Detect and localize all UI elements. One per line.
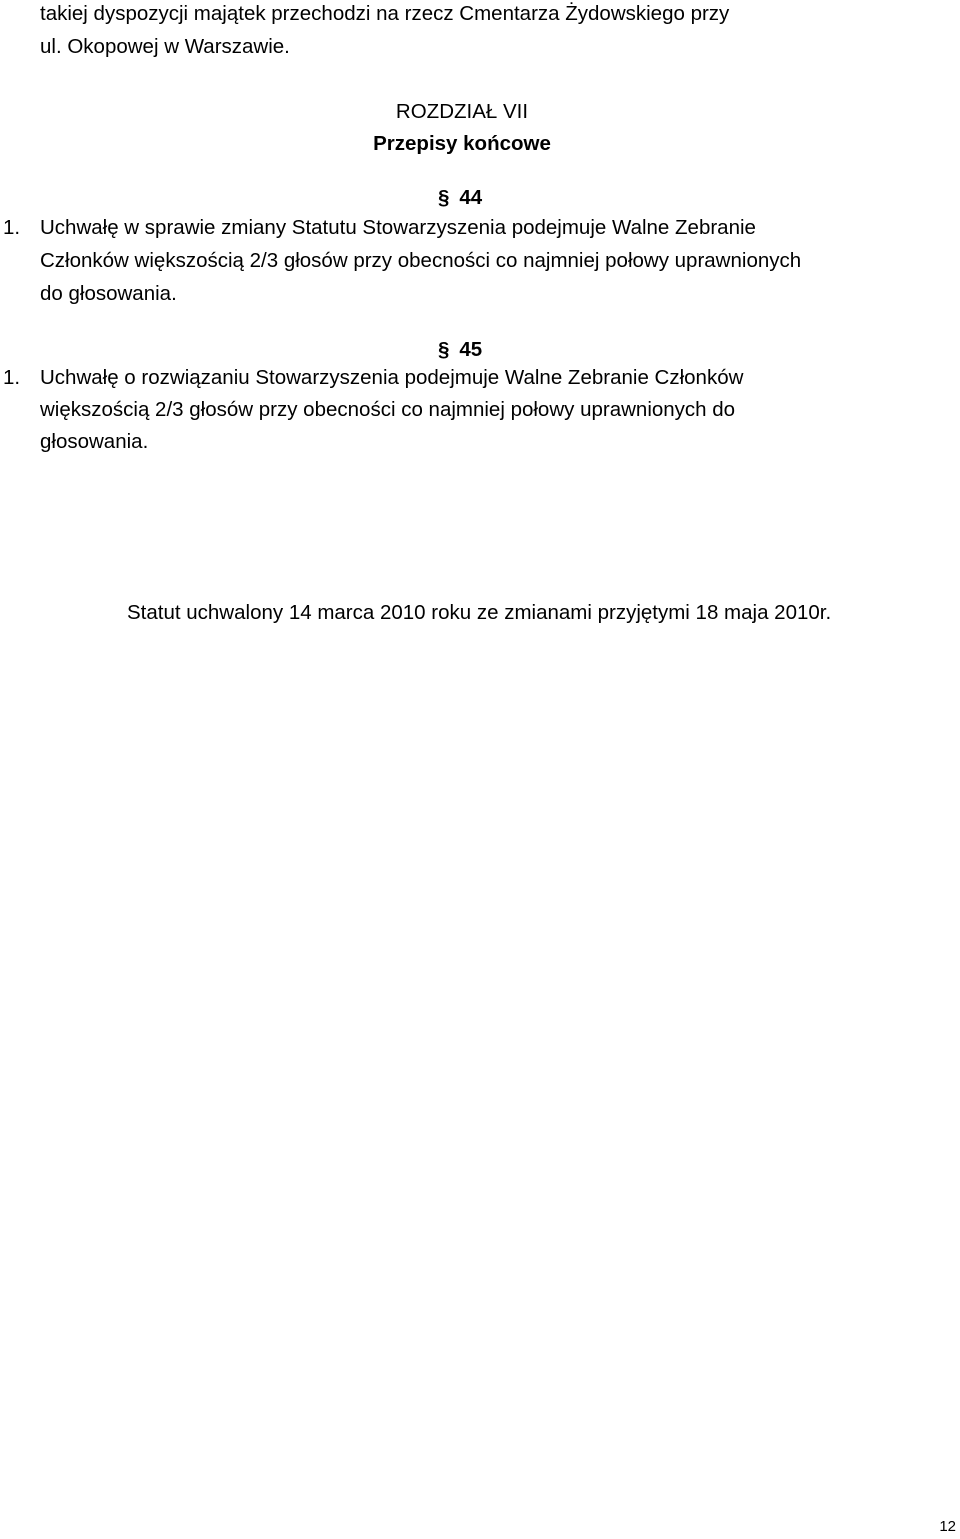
intro-line-2: ul. Okopowej w Warszawie. — [40, 35, 290, 58]
chapter-subtitle: Przepisy końcowe — [373, 132, 551, 155]
section-number: 45 — [459, 338, 483, 361]
section-44-line-3: do głosowania. — [40, 282, 177, 305]
section-44-line-1: Uchwałę w sprawie zmiany Statutu Stowarzyszenia podejmuje Walne Zebranie — [40, 216, 756, 239]
intro-line-1: takiej dyspozycji majątek przechodzi na rzecz Cmentarza Żydowskiego przy — [40, 2, 730, 25]
section-mark: § — [438, 338, 450, 361]
section-45-line-1: Uchwałę o rozwiązaniu Stowarzyszenia podejmuje Walne Zebranie Członków — [40, 366, 744, 389]
item-number: 1. — [3, 366, 21, 389]
section-45-line-2: większością 2/3 głosów przy obecności co najmniej połowy uprawnionych do — [40, 398, 736, 421]
section-heading-44 — [438, 186, 482, 210]
page-number: 12 — [939, 1518, 956, 1535]
section-mark: § — [438, 186, 450, 209]
item-number: 1. — [3, 216, 21, 239]
statute-adoption-note: Statut uchwalony 14 marca 2010 roku ze zmianami przyjętymi 18 maja 2010r. — [127, 601, 832, 624]
section-number: 44 — [459, 186, 483, 209]
chapter-title: ROZDZIAŁ VII — [395, 100, 529, 123]
section-44-line-2: Członków większością 2/3 głosów przy obecności co najmniej połowy uprawnionych — [40, 249, 802, 272]
section-heading-45 — [438, 338, 482, 362]
section-45-line-3: głosowania. — [40, 430, 149, 453]
